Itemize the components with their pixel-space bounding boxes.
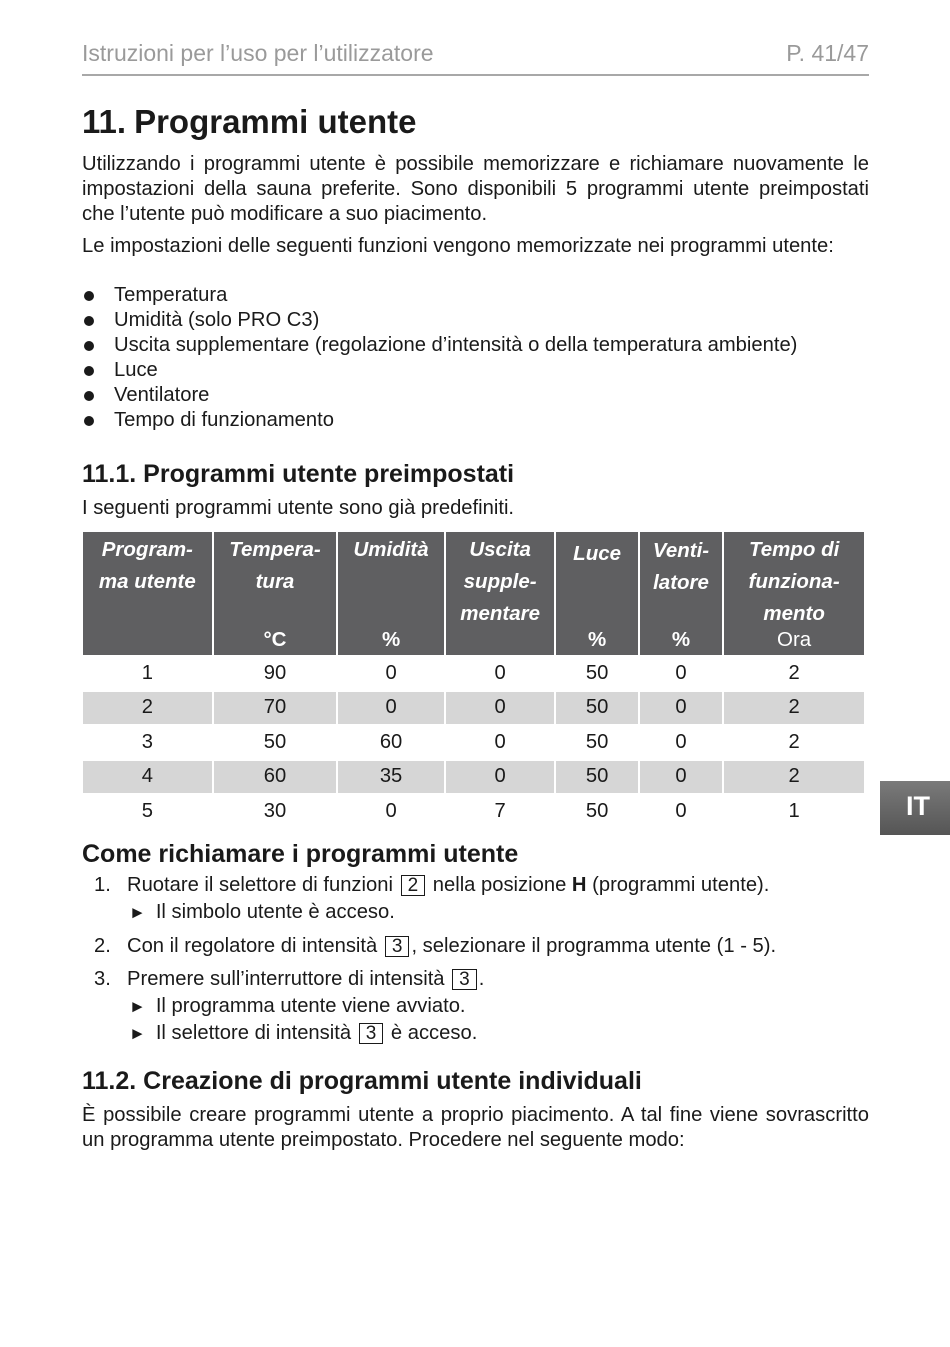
table-cell: 70 — [214, 692, 337, 725]
col-header-program: Program- ma utente — [83, 532, 212, 655]
control-number-box: 2 — [401, 875, 426, 896]
table-cell: 2 — [788, 661, 800, 684]
table-cell: 50 — [585, 661, 609, 684]
result-arrow-icon: ► — [129, 1024, 146, 1043]
functions-list — [82, 283, 797, 433]
language-code: IT — [906, 791, 930, 821]
step-text: Con il regolatore di intensità 3 , selezionare il programma utente (1 - 5). — [127, 935, 777, 957]
table-cell: 0 — [446, 692, 555, 725]
bullet-icon — [84, 416, 94, 426]
result-text: Il programma utente viene avviato. — [155, 995, 466, 1017]
preset-intro: I seguenti programmi utente sono già predefiniti. — [82, 497, 515, 519]
step-number: 2. — [94, 935, 111, 957]
list-item — [82, 308, 797, 333]
create-paragraph: È possibile creare programmi utente a proprio piacimento. A tal fine viene sovrascritto un programma utente preimpostato. Procedere nel seguente modo: — [82, 1104, 869, 1151]
col-header-fan: Venti- latore % — [640, 532, 722, 655]
table-cell: 1 — [141, 661, 153, 684]
table-row — [83, 692, 864, 725]
result-text: Il simbolo utente è acceso. — [155, 901, 395, 923]
col-header-aux-output: Uscita supple- mentare — [446, 532, 555, 655]
table-cell: 4 — [83, 761, 212, 794]
table-cell: 2 — [724, 692, 864, 725]
page-header — [82, 38, 869, 76]
bullet-icon — [84, 291, 94, 301]
table-cell: 50 — [585, 799, 609, 822]
table-row — [83, 761, 864, 794]
table-cell: 5 — [141, 799, 153, 822]
table-cell: 2 — [788, 730, 800, 753]
list-item-text: Luce — [114, 359, 158, 381]
table-cell: 50 — [585, 730, 609, 753]
table-cell: 0 — [675, 730, 687, 753]
result-arrow-icon: ► — [129, 903, 146, 922]
result-arrow-icon: ► — [129, 997, 146, 1016]
step-number: 3. — [94, 968, 111, 990]
bullet-icon — [84, 316, 94, 326]
bullet-icon — [84, 341, 94, 351]
table-cell: 2 — [83, 692, 212, 725]
table-cell: 7 — [494, 799, 506, 822]
header-title: Istruzioni per l’uso per l’utilizzatore — [82, 40, 434, 66]
functions-intro: Le impostazioni delle seguenti funzioni vengono memorizzate nei programmi utente: — [82, 235, 834, 257]
list-item — [82, 333, 797, 358]
list-item-text: Ventilatore — [114, 384, 210, 406]
table-cell: 50 — [556, 761, 637, 794]
list-item — [82, 383, 797, 408]
list-item-text: Tempo di funzionamento — [114, 409, 334, 431]
language-tab — [880, 781, 950, 835]
table-cell: 0 — [385, 661, 397, 684]
table-cell: 30 — [263, 799, 287, 822]
preset-programs-table — [81, 530, 866, 830]
table-row — [83, 795, 864, 828]
table-cell: 1 — [788, 799, 800, 822]
table-cell: 0 — [675, 661, 687, 684]
col-header-humidity: Umidità % — [338, 532, 444, 655]
subsection-heading-preset: 11.1. Programmi utente preimpostati — [82, 460, 515, 488]
step-text: Premere sull’interruttore di intensità 3 . — [127, 968, 485, 990]
table-header-row — [83, 532, 864, 655]
subsection-heading-create: 11.2. Creazione di programmi utente individuali — [82, 1067, 642, 1095]
table-cell: 0 — [385, 799, 397, 822]
table-cell: 0 — [338, 692, 444, 725]
col-header-light: Luce % — [556, 532, 637, 655]
table-cell: 90 — [263, 661, 287, 684]
list-item-text: Umidità (solo PRO C3) — [114, 309, 320, 331]
control-number-box: 3 — [385, 936, 410, 957]
list-item — [82, 408, 797, 433]
list-item — [82, 358, 797, 383]
subsection-heading-recall: Come richiamare i programmi utente — [82, 840, 519, 868]
table-cell: 35 — [338, 761, 444, 794]
table-cell: 0 — [640, 761, 722, 794]
intro-paragraph: Utilizzando i programmi utente è possibile memorizzare e richiamare nuovamente le impostazioni della sauna preferite. Sono disponibili 5 programmi utente preimpostati che l’utente può modificare a suo piacimento. — [82, 153, 869, 225]
list-item-text: Temperatura — [114, 284, 228, 306]
table-cell: 0 — [494, 730, 506, 753]
table-cell: 0 — [446, 761, 555, 794]
bullet-icon — [84, 366, 94, 376]
bullet-icon — [84, 391, 94, 401]
section-heading — [82, 103, 416, 141]
table-cell: 0 — [640, 692, 722, 725]
table-cell: 60 — [379, 730, 403, 753]
step-text: Ruotare il selettore di funzioni 2 nella posizione H (programmi utente). — [127, 874, 770, 896]
table-cell: 0 — [494, 661, 506, 684]
list-item — [82, 283, 797, 308]
col-header-run-time: Tempo di funziona- mento Ora — [724, 532, 864, 655]
control-number-box: 3 — [359, 1023, 384, 1044]
list-item-text: Uscita supplementare (regolazione d’intensità o della temperatura ambiente) — [114, 334, 798, 356]
col-header-temperature: Tempera- tura °C — [214, 532, 337, 655]
table-cell: 60 — [214, 761, 337, 794]
table-cell: 0 — [675, 799, 687, 822]
table-cell: 50 — [556, 692, 637, 725]
table-cell: 2 — [724, 761, 864, 794]
section-number: 11. — [82, 103, 127, 140]
section-title: Programmi utente — [134, 103, 417, 140]
table-row — [83, 657, 864, 690]
step-number: 1. — [94, 874, 111, 896]
page-number: P. 41/47 — [786, 40, 869, 66]
table-cell: 3 — [141, 730, 153, 753]
result-text: Il selettore di intensità — [155, 1022, 352, 1044]
control-number-box: 3 — [452, 969, 477, 990]
table-row — [83, 726, 864, 759]
table-cell: 50 — [263, 730, 287, 753]
